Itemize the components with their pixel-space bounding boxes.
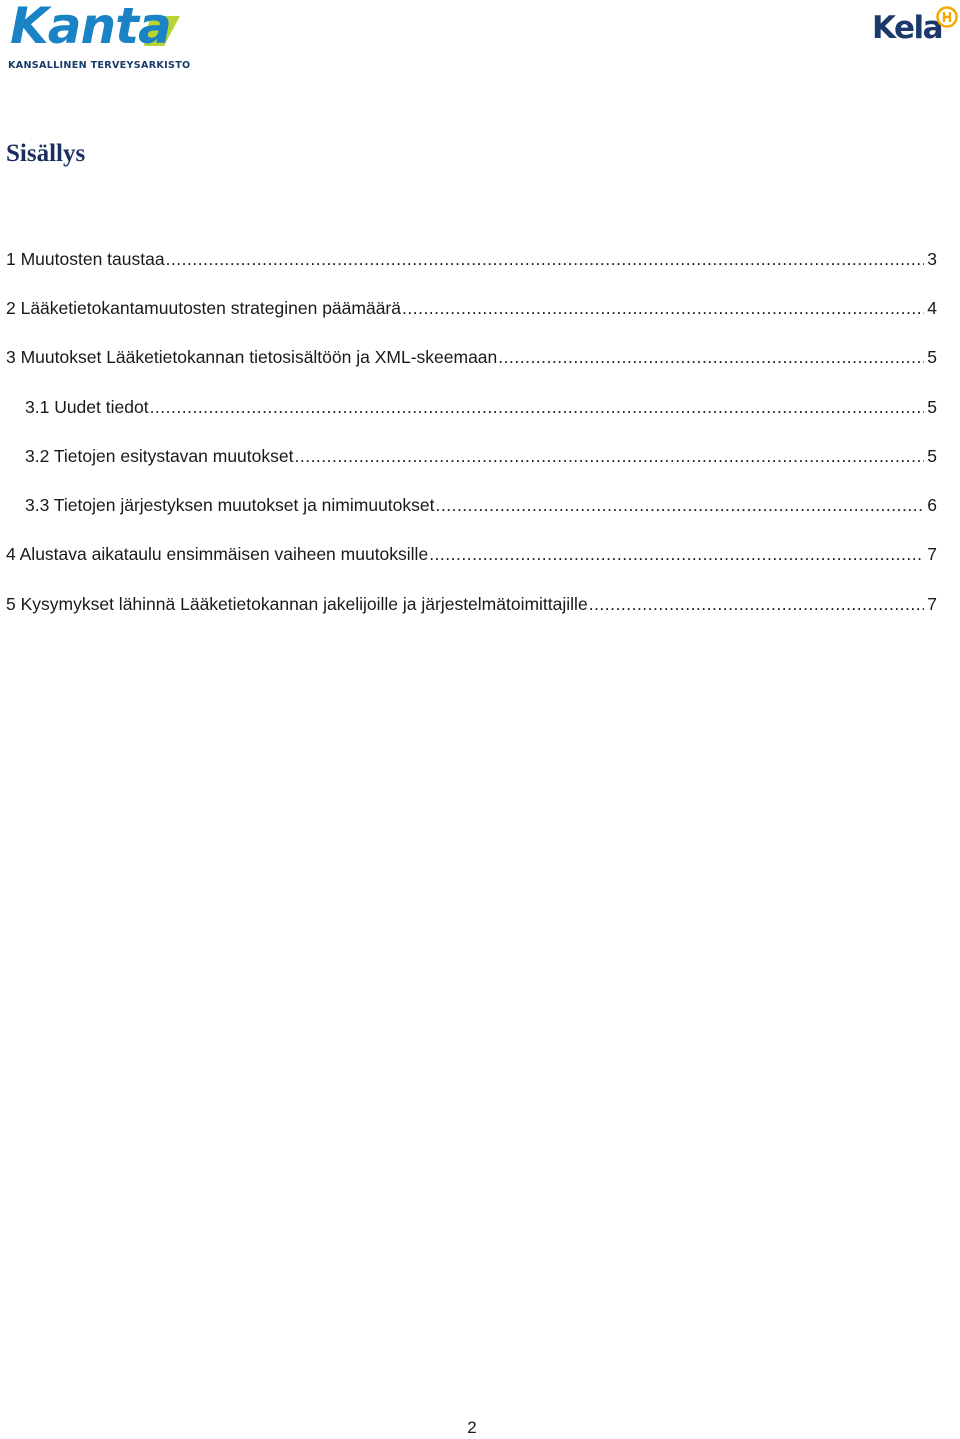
toc-entry-text: 4 Alustava aikataulu ensimmäisen vaiheen muutoksille [6,544,429,564]
toc-entry-text: 5 Kysymykset lähinnä Lääketietokannan jakelijoille ja järjestelmätoimittajille [6,594,588,614]
toc-entry-text: 2 Lääketietokantamuutosten strateginen päämäärä [6,298,401,318]
kela-logo [872,4,960,50]
kela-badge-icon [936,6,958,28]
toc-entry-page: 5 [927,347,937,367]
toc-leader [150,394,925,420]
kela-wordmark: Kela [872,10,943,46]
page-header [0,0,960,80]
toc-leader [294,443,924,469]
toc-entry[interactable] [6,541,937,567]
toc-entry-page: 7 [927,594,937,614]
toc-entry-text: 3 Muutokset Lääketietokannan tietosisältöön ja XML-skeemaan [6,347,498,367]
toc-leader [429,541,924,567]
toc-entry[interactable] [6,295,937,321]
toc-leader [166,246,925,272]
toc-title: Sisällys [6,140,86,167]
kanta-logo [4,0,191,72]
toc-entry-text: 3.3 Tietojen järjestyksen muutokset ja nimimuutokset [25,495,435,515]
toc-entry[interactable] [6,344,937,370]
page-number: 2 [467,1418,477,1437]
toc-entry[interactable] [25,492,937,518]
kanta-wordmark: Kanta [10,0,171,55]
toc-entry[interactable] [6,246,937,272]
toc-entry-text: 3.2 Tietojen esitystavan muutokset [25,446,294,466]
toc-entry[interactable] [25,443,937,469]
toc-entry[interactable] [25,394,937,420]
toc-entry-page: 7 [927,544,937,564]
toc-entry[interactable] [6,591,937,617]
kanta-tagline: KANSALLINEN TERVEYSARKISTO [8,60,191,71]
toc-entry-page: 6 [927,495,937,515]
toc-entry-text: 1 Muutosten taustaa [6,249,165,269]
toc-leader [589,591,925,617]
toc-entry-page: 5 [927,446,937,466]
toc-entry-page: 4 [927,298,937,318]
toc-entry-page: 5 [927,397,937,417]
toc-entry-text: 3.1 Uudet tiedot [25,397,149,417]
toc-entry-page: 3 [927,249,937,269]
toc-leader [436,492,925,518]
toc-leader [498,344,924,370]
toc-leader [402,295,924,321]
